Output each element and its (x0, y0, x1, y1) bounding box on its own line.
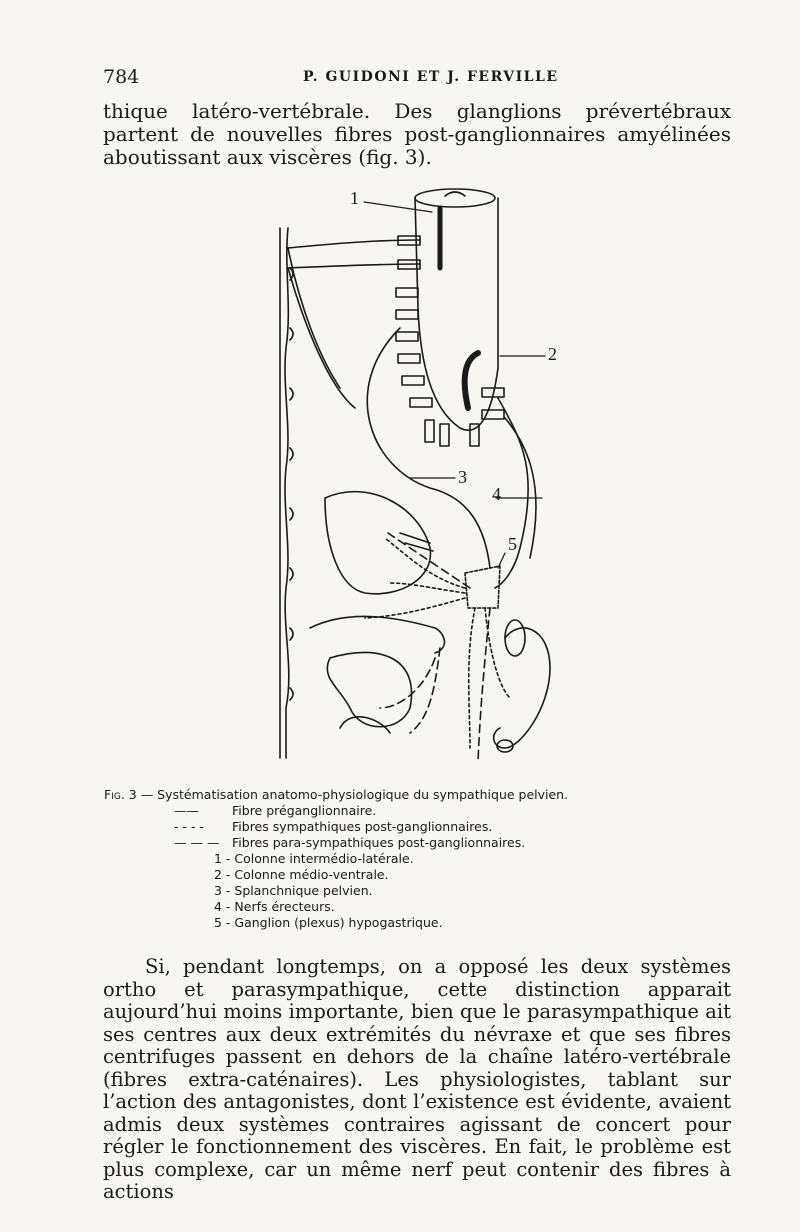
caption-item-text: 4 - Nerfs érecteurs. (214, 899, 335, 914)
hypogastric-ganglion (465, 566, 500, 608)
label-2: 2 (548, 344, 557, 364)
paragraph-text: Si, pendant longtemps, on a opposé les deux systèmes ortho et parasympathique, cette distinction apparait aujourd’hui moins importante, bien que le parasympathique ait ses centres aux deux extrémités du névraxe et que ses fibres centrifuges passent en dehors de la chaîne latéro-vertébrale (fibres extra-caténaires). Les physiologistes, tablant sur l’action des antagonistes, dont l’existence est évidente, avaient admis deux systèmes contraires agissant de concert pour régler le fonctionnement des viscères. En fait, le problème est plus complexe, car un même nerf peut contenir des fibres à actions (103, 955, 731, 1203)
legend-row (104, 835, 704, 851)
label-3: 3 (458, 467, 467, 487)
running-head: P. GUIDONI ET J. FERVILLE (303, 69, 559, 85)
viscera (310, 492, 550, 752)
legend-key: —— (174, 803, 199, 818)
legend-text: Fibre préganglionnaire. (232, 803, 377, 818)
caption-item-text: 2 - Colonne médio-ventrale. (214, 867, 389, 882)
parasympathetic-postganglionic (380, 533, 490, 763)
caption-item-text: 1 - Colonne intermédio-latérale. (214, 851, 414, 866)
label-1: 1 (350, 188, 359, 208)
legend-text: Fibres para-sympathiques post-ganglionnaires. (232, 835, 526, 850)
paragraph-text: thique latéro-vertébrale. Des glanglions prévertébraux partent de nouvelles fibres post-ganglionnaires amyélinées aboutissant aux viscères (fig. 3). (103, 99, 731, 169)
caption-item (104, 851, 704, 867)
page-header (103, 66, 743, 90)
legend-text: Fibres sympathiques post-ganglionnaires. (232, 819, 493, 834)
paragraph-top (103, 100, 731, 169)
caption-item-text: 3 - Splanchnique pelvien. (214, 883, 373, 898)
legend-key: — — — (174, 835, 220, 850)
figure-drawing (260, 188, 580, 778)
anatomical-figure (260, 188, 580, 778)
sympathetic-postganglionic (365, 538, 510, 748)
caption-item (104, 883, 704, 899)
legend-row (104, 803, 704, 819)
sympathetic-chain (280, 228, 293, 758)
caption-item-text: 5 - Ganglion (plexus) hypogastrique. (214, 915, 443, 930)
paragraph-bottom (103, 956, 731, 1204)
figure-label: Fig. 3 (104, 787, 137, 802)
caption-title-text: — Systématisation anatomo-physiologique du sympathique pelvien. (136, 787, 569, 802)
spinal-cord (415, 189, 498, 430)
label-5: 5 (508, 534, 517, 554)
page-number: 784 (103, 66, 140, 88)
caption-item (104, 915, 704, 931)
figure-caption (104, 787, 704, 931)
legend-key: - - - - (174, 819, 204, 834)
caption-item (104, 899, 704, 915)
label-4: 4 (492, 484, 501, 504)
nerve-roots (396, 236, 504, 446)
figure-labels (350, 188, 557, 554)
label-leaders (364, 202, 545, 568)
legend-row (104, 819, 704, 835)
caption-title (104, 787, 704, 803)
caption-item (104, 867, 704, 883)
